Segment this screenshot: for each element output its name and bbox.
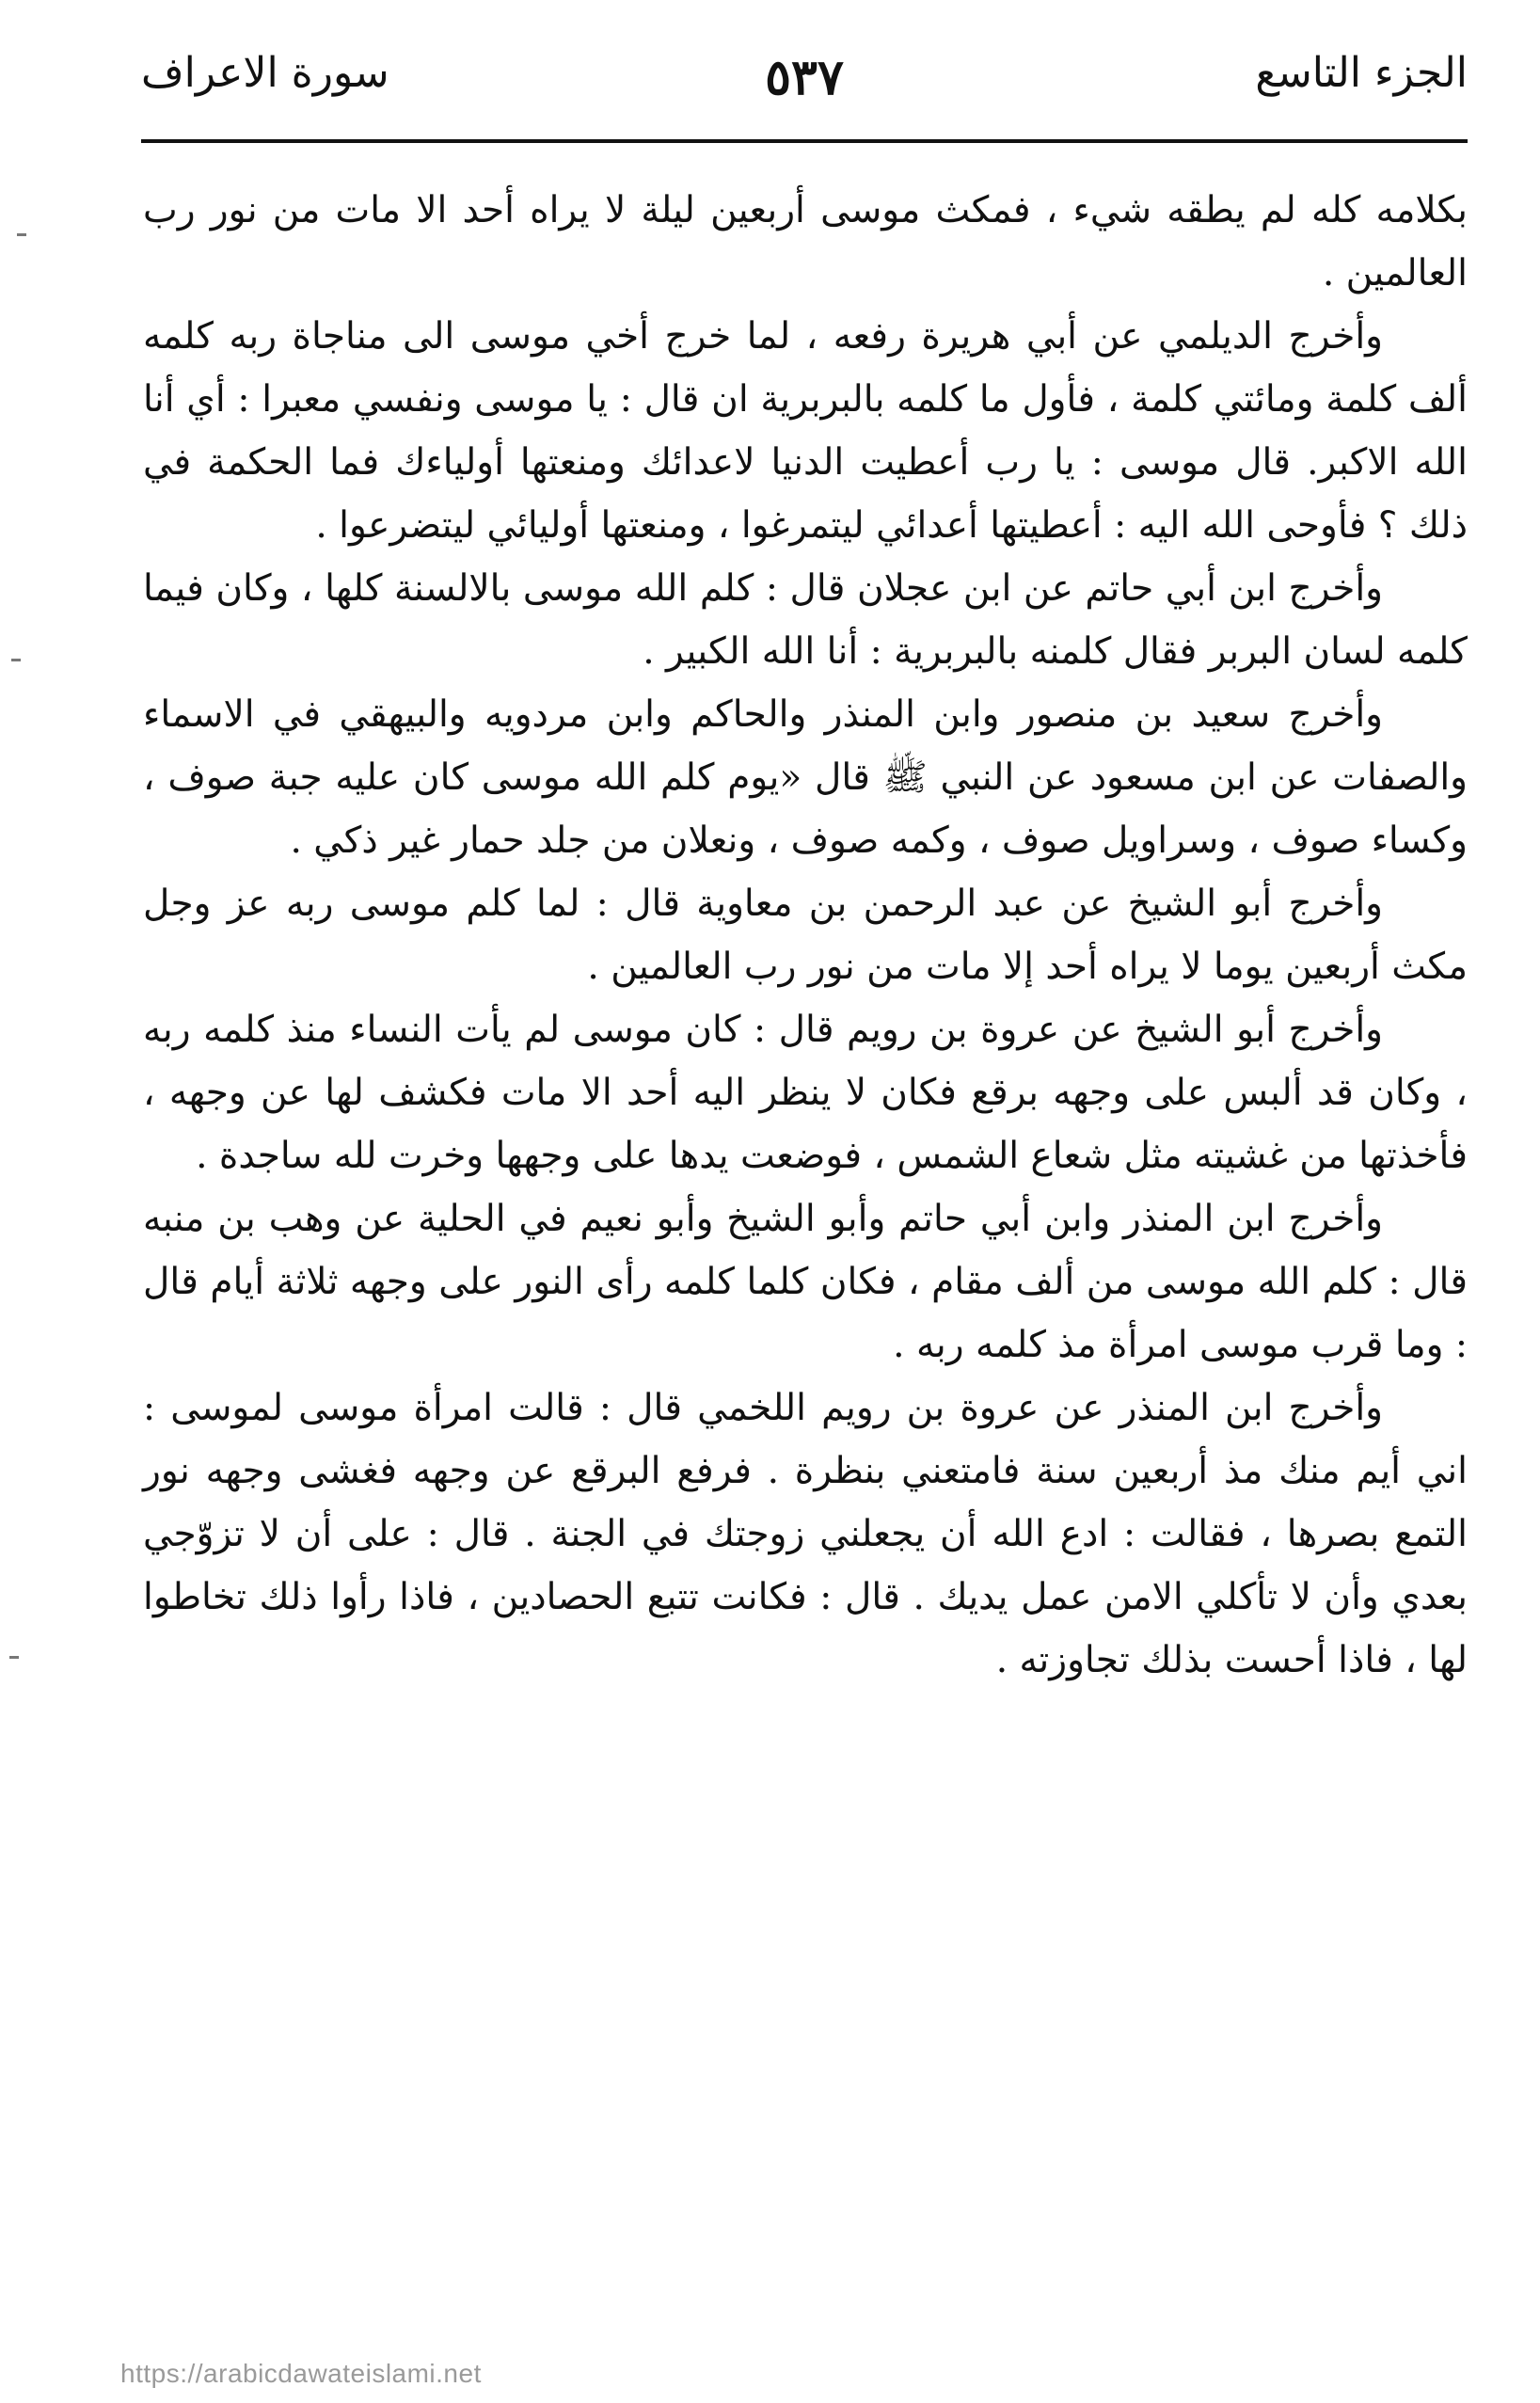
paragraph: وأخرج ابن المنذر عن عروة بن رويم اللخمي قال : قالت امرأة موسى لموسى : اني أيم منك مذ أربعين سنة فامتعني بنظرة . فرفع البرقع عن وجهه فغشى وجهه نور التمع بصرها ، فقالت : ادع الله أن يجعلني زوجتك في الجنة . قال : على أن لا تزوّجي بعدي وأن لا تأكلي الامن عمل يديك . قال : فكانت تتبع الحصادين ، فاذا رأوا ذلك تخاطوا لها ، فاذا أحست بذلك تجاوزته . <box>143 1387 1468 1681</box>
juz-label: الجزء التاسع <box>1255 49 1468 97</box>
page-header <box>141 49 1468 124</box>
header-rule <box>141 139 1468 143</box>
margin-mark <box>11 659 21 661</box>
paragraph: وأخرج الديلمي عن أبي هريرة رفعه ، لما خرج أخي موسى الى مناجاة ربه كلمه ألف كلمة ومائتي كلمة ، فأول ما كلمه بالبربرية ان قال : يا موسى ونفسي معبرا : أي أنا الله الاكبر. قال موسى : يا رب أعطيت الدنيا لاعدائك ومنعتها أولياءك فما الحكمة في ذلك ؟ فأوحى الله اليه : أعطيتها أعدائي ليتمرغوا ، ومنعتها أوليائي ليتضرعوا . <box>143 315 1468 547</box>
paragraph: وأخرج أبو الشيخ عن عروة بن رويم قال : كان موسى لم يأت النساء منذ كلمه ربه ، وكان قد ألبس على وجهه برقع فكان لا ينظر اليه أحد الا مات فكشف لها عن وجهه ، فأخذتها من غشيته مثل شعاع الشمس ، فوضعت يدها على وجهها وخرت لله ساجدة . <box>143 1009 1468 1177</box>
margin-mark <box>9 1656 19 1659</box>
margin-mark <box>17 233 26 236</box>
paragraph: وأخرج ابن أبي حاتم عن ابن عجلان قال : كلم الله موسى بالالسنة كلها ، وكان فيما كلمه لسان البربر فقال كلمنه بالبربرية : أنا الله الكبير . <box>143 567 1468 673</box>
surah-label: سورة الاعراف <box>141 49 389 97</box>
paragraph: وأخرج ابن المنذر وابن أبي حاتم وأبو الشيخ وأبو نعيم في الحلية عن وهب بن منبه قال : كلم الله موسى من ألف مقام ، فكان كلما كلمه رأى النور على وجهه ثلاثة أيام قال : وما قرب موسى امرأة مذ كلمه ربه . <box>143 1198 1468 1366</box>
main-text <box>143 179 1468 1692</box>
source-url-link[interactable]: https://arabicdawateislami.net <box>120 2359 482 2388</box>
paragraph: وأخرج سعيد بن منصور وابن المنذر والحاكم وابن مردويه والبيهقي في الاسماء والصفات عن ابن مسعود عن النبي ﷺ قال «يوم كلم الله موسى كان عليه جبة صوف ، وكساء صوف ، وسراويل صوف ، وكمه صوف ، ونعلان من جلد حمار غير ذكي . <box>143 693 1468 862</box>
paragraph: وأخرج أبو الشيخ عن عبد الرحمن بن معاوية قال : لما كلم موسى ربه عز وجل مكث أربعين يوما لا يراه أحد إلا مات من نور رب العالمين . <box>143 883 1468 988</box>
page-number: ٥٣٧ <box>765 49 844 106</box>
paragraph: بكلامه كله لم يطقه شيء ، فمكث موسى أربعين ليلة لا يراه أحد الا مات من نور رب العالمين . <box>143 189 1468 294</box>
